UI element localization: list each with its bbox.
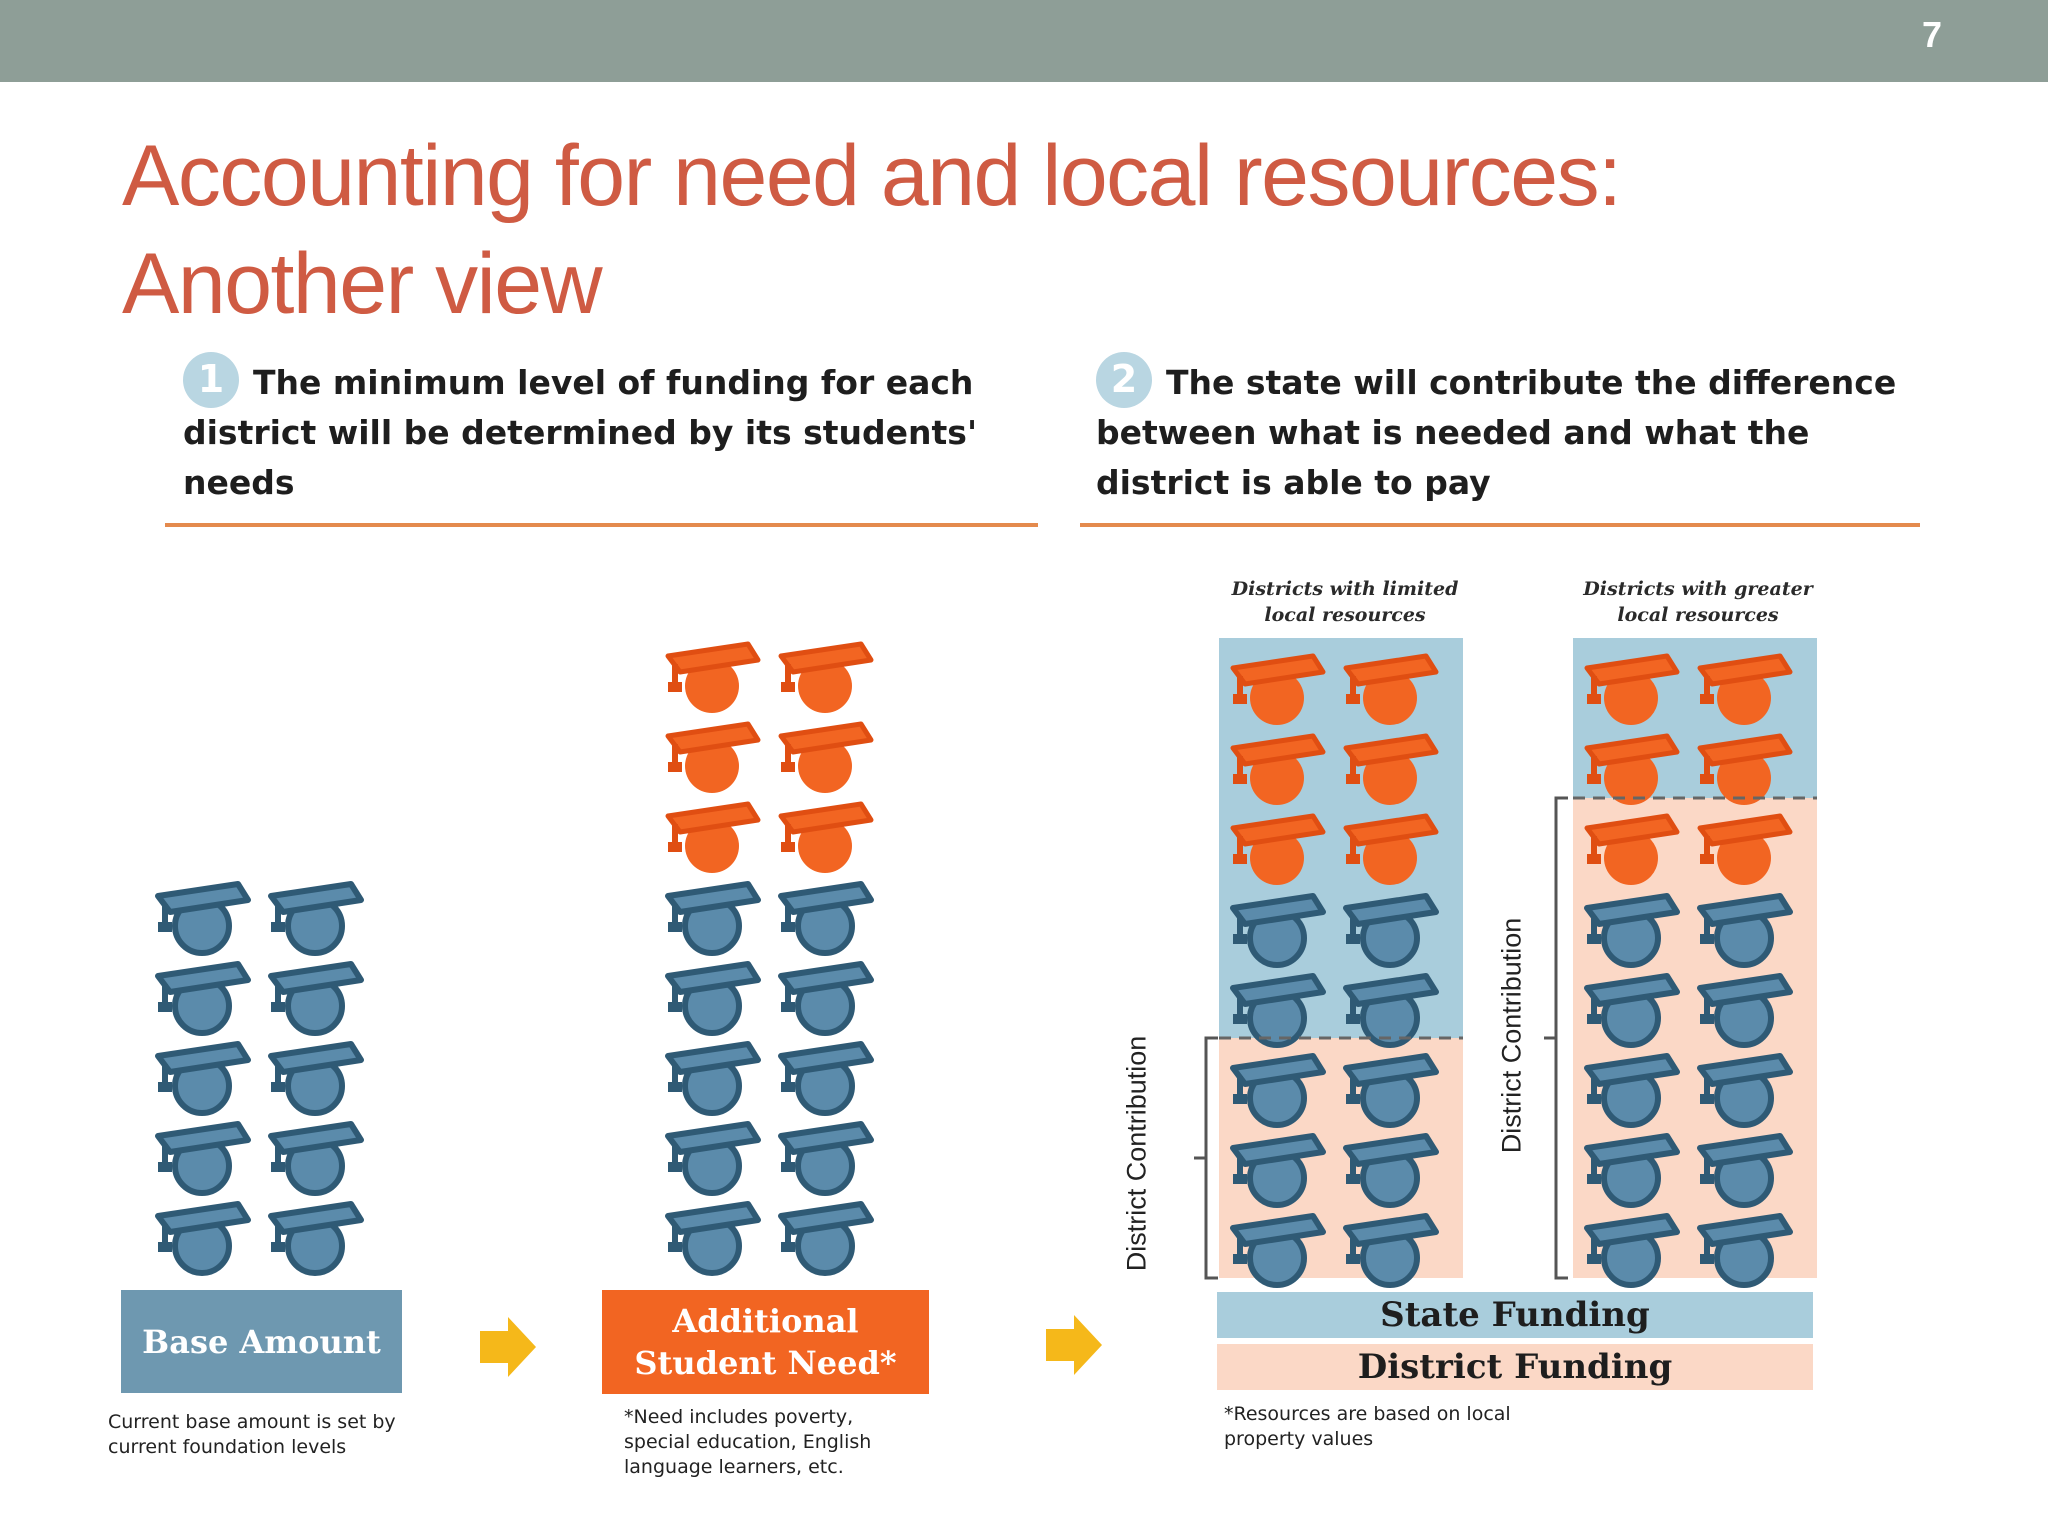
- step-1-line-3: needs: [183, 463, 295, 502]
- additional-need-box: [602, 1290, 929, 1394]
- need-note-line-1: *Need includes poverty,: [624, 1406, 854, 1428]
- graduation-cap-icon: [781, 884, 871, 953]
- resources-note-line-1: *Resources are based on local: [1224, 1403, 1511, 1425]
- title-line-2: Another view: [122, 236, 602, 332]
- graduation-cap-icon: [158, 964, 248, 1033]
- title-line-1: Accounting for need and local resources:: [122, 128, 1621, 224]
- graduation-cap-icon: [668, 804, 758, 873]
- resources-note: [1224, 1402, 1511, 1452]
- graduation-cap-icon: [781, 804, 871, 873]
- additional-need-note: [624, 1405, 871, 1480]
- resources-note-line-2: property values: [1224, 1428, 1374, 1450]
- greater-header-line-1: Districts with greater: [1583, 578, 1813, 600]
- base-amount-label: Base Amount: [142, 1322, 381, 1361]
- graduation-cap-icon: [668, 1124, 758, 1193]
- district-funding-bar: [1217, 1344, 1813, 1390]
- greater-header-line-2: local resources: [1617, 604, 1779, 626]
- district-contribution-bracket-left: [1194, 1038, 1218, 1278]
- graduation-cap-icon: [271, 1124, 361, 1193]
- limited-header-line-2: local resources: [1264, 604, 1426, 626]
- graduation-cap-icon: [781, 964, 871, 1033]
- base-note-line-2: current foundation levels: [108, 1436, 347, 1458]
- graduation-cap-icon: [668, 964, 758, 1033]
- base-note-line-1: Current base amount is set by: [108, 1411, 396, 1433]
- need-note-line-3: language learners, etc.: [624, 1456, 844, 1478]
- step-2-line-2: between what is needed and what the: [1096, 413, 1810, 452]
- district-funding-label: District Funding: [1357, 1347, 1673, 1387]
- graduation-cap-icon: [781, 1204, 871, 1273]
- district-contribution-label-left: District Contribution: [1121, 1035, 1152, 1272]
- graduation-cap-icon: [668, 884, 758, 953]
- graduation-cap-icon: [668, 724, 758, 793]
- arrow-right-icon: [480, 1317, 536, 1377]
- district-contribution-label-right: District Contribution: [1496, 917, 1527, 1154]
- graduation-cap-icon: [158, 1204, 248, 1273]
- step-2-line-1: The state will contribute the difference: [1166, 363, 1897, 402]
- graduation-cap-icon: [158, 1044, 248, 1113]
- step-1-line-2: district will be determined by its students': [183, 413, 978, 452]
- step-1-number: 1: [183, 352, 239, 408]
- graduation-cap-icon: [271, 964, 361, 1033]
- step-1-line-1: The minimum level of funding for each: [253, 363, 974, 402]
- additional-need-line-1: Additional: [672, 1302, 859, 1340]
- step-2-number: 2: [1096, 352, 1152, 408]
- graduation-cap-icon: [158, 884, 248, 953]
- graduation-cap-icon: [781, 724, 871, 793]
- state-funding-label: State Funding: [1380, 1295, 1650, 1335]
- graduation-cap-icon: [668, 1044, 758, 1113]
- arrow-right-icon: [1046, 1315, 1102, 1375]
- graduation-cap-icon: [781, 644, 871, 713]
- base-amount-note: [108, 1410, 396, 1460]
- base-amount-box: [121, 1290, 402, 1393]
- state-funding-bar: [1217, 1292, 1813, 1338]
- graduation-cap-icon: [781, 1044, 871, 1113]
- need-note-line-2: special education, English: [624, 1431, 872, 1453]
- slide-number: 7: [1921, 14, 1942, 55]
- graduation-cap-icon: [271, 1044, 361, 1113]
- graduation-cap-icon: [158, 1124, 248, 1193]
- step-2-line-3: district is able to pay: [1096, 463, 1491, 502]
- district-contribution-bracket-right: [1544, 798, 1568, 1278]
- limited-header-line-1: Districts with limited: [1231, 578, 1459, 600]
- additional-need-line-2: Student Need*: [634, 1344, 897, 1382]
- graduation-cap-icon: [781, 1124, 871, 1193]
- graduation-cap-icon: [668, 1204, 758, 1273]
- graduation-cap-icon: [271, 1204, 361, 1273]
- graduation-cap-icon: [271, 884, 361, 953]
- graduation-cap-icon: [668, 644, 758, 713]
